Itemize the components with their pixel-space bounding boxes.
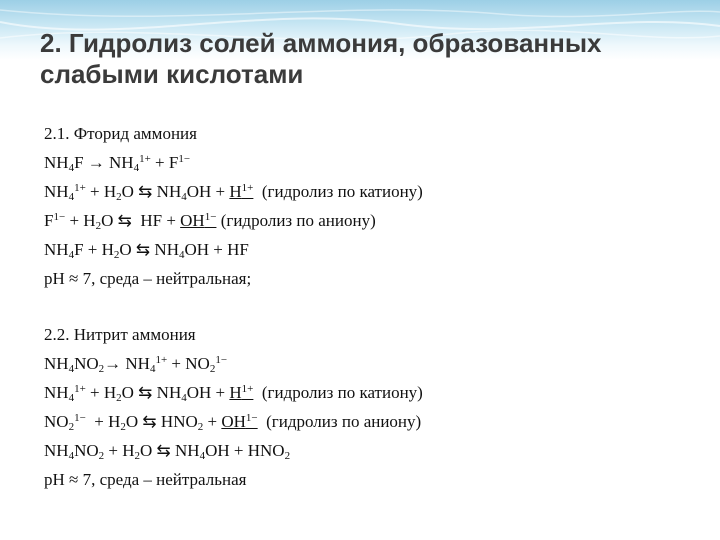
slide-content [44,119,684,494]
section2-equation-4: $NH_4NO_2 + H_2O$ ⇆ $NH_4OH + HNO_2$ [44,441,291,462]
section1-equation-2: $NH_4^{1+} + H_2O$ ⇆ $NH_4OH + H^{1+}$ (гидролиз по катиону) [44,182,423,203]
section2-equation-3: $NO_2^{1-} + H_2O$ ⇆ $HNO_2 + OH^{1-}$ (гидролиз по аниону) [44,412,422,433]
section2-equation-2: $NH_4^{1+} + H_2O$ ⇆ $NH_4OH + H^{1+}$ (гидролиз по катиону) [44,383,423,404]
section2-heading: 2.2. Нитрит аммония [44,325,196,344]
section1-heading: 2.1. Фторид аммония [44,124,197,143]
spacer [44,293,684,320]
section2-equation-1: $NH_4NO_2\to NH_4^{1+} + NO_2^{1-}$ [44,354,228,375]
section1-ph-note: pH ≈ 7, среда – нейтральная; [44,269,252,288]
section2-ph-note: pH ≈ 7, среда – нейтральная [44,470,247,489]
section1-equation-3: $F^{1-} + H_2O$ ⇆ HF + $OH^{1-}$ (гидролиз по аниону) [44,211,376,232]
slide-title: 2. Гидролиз солей аммония, образованных слабыми кислотами [40,28,602,89]
section1-equation-4: $NH_4F + H_2O$ ⇆ $NH_4OH$ + HF [44,240,249,261]
section1-equation-1: $NH_4F \to NH_4^{1+} + F^{1-}$ [44,153,191,174]
